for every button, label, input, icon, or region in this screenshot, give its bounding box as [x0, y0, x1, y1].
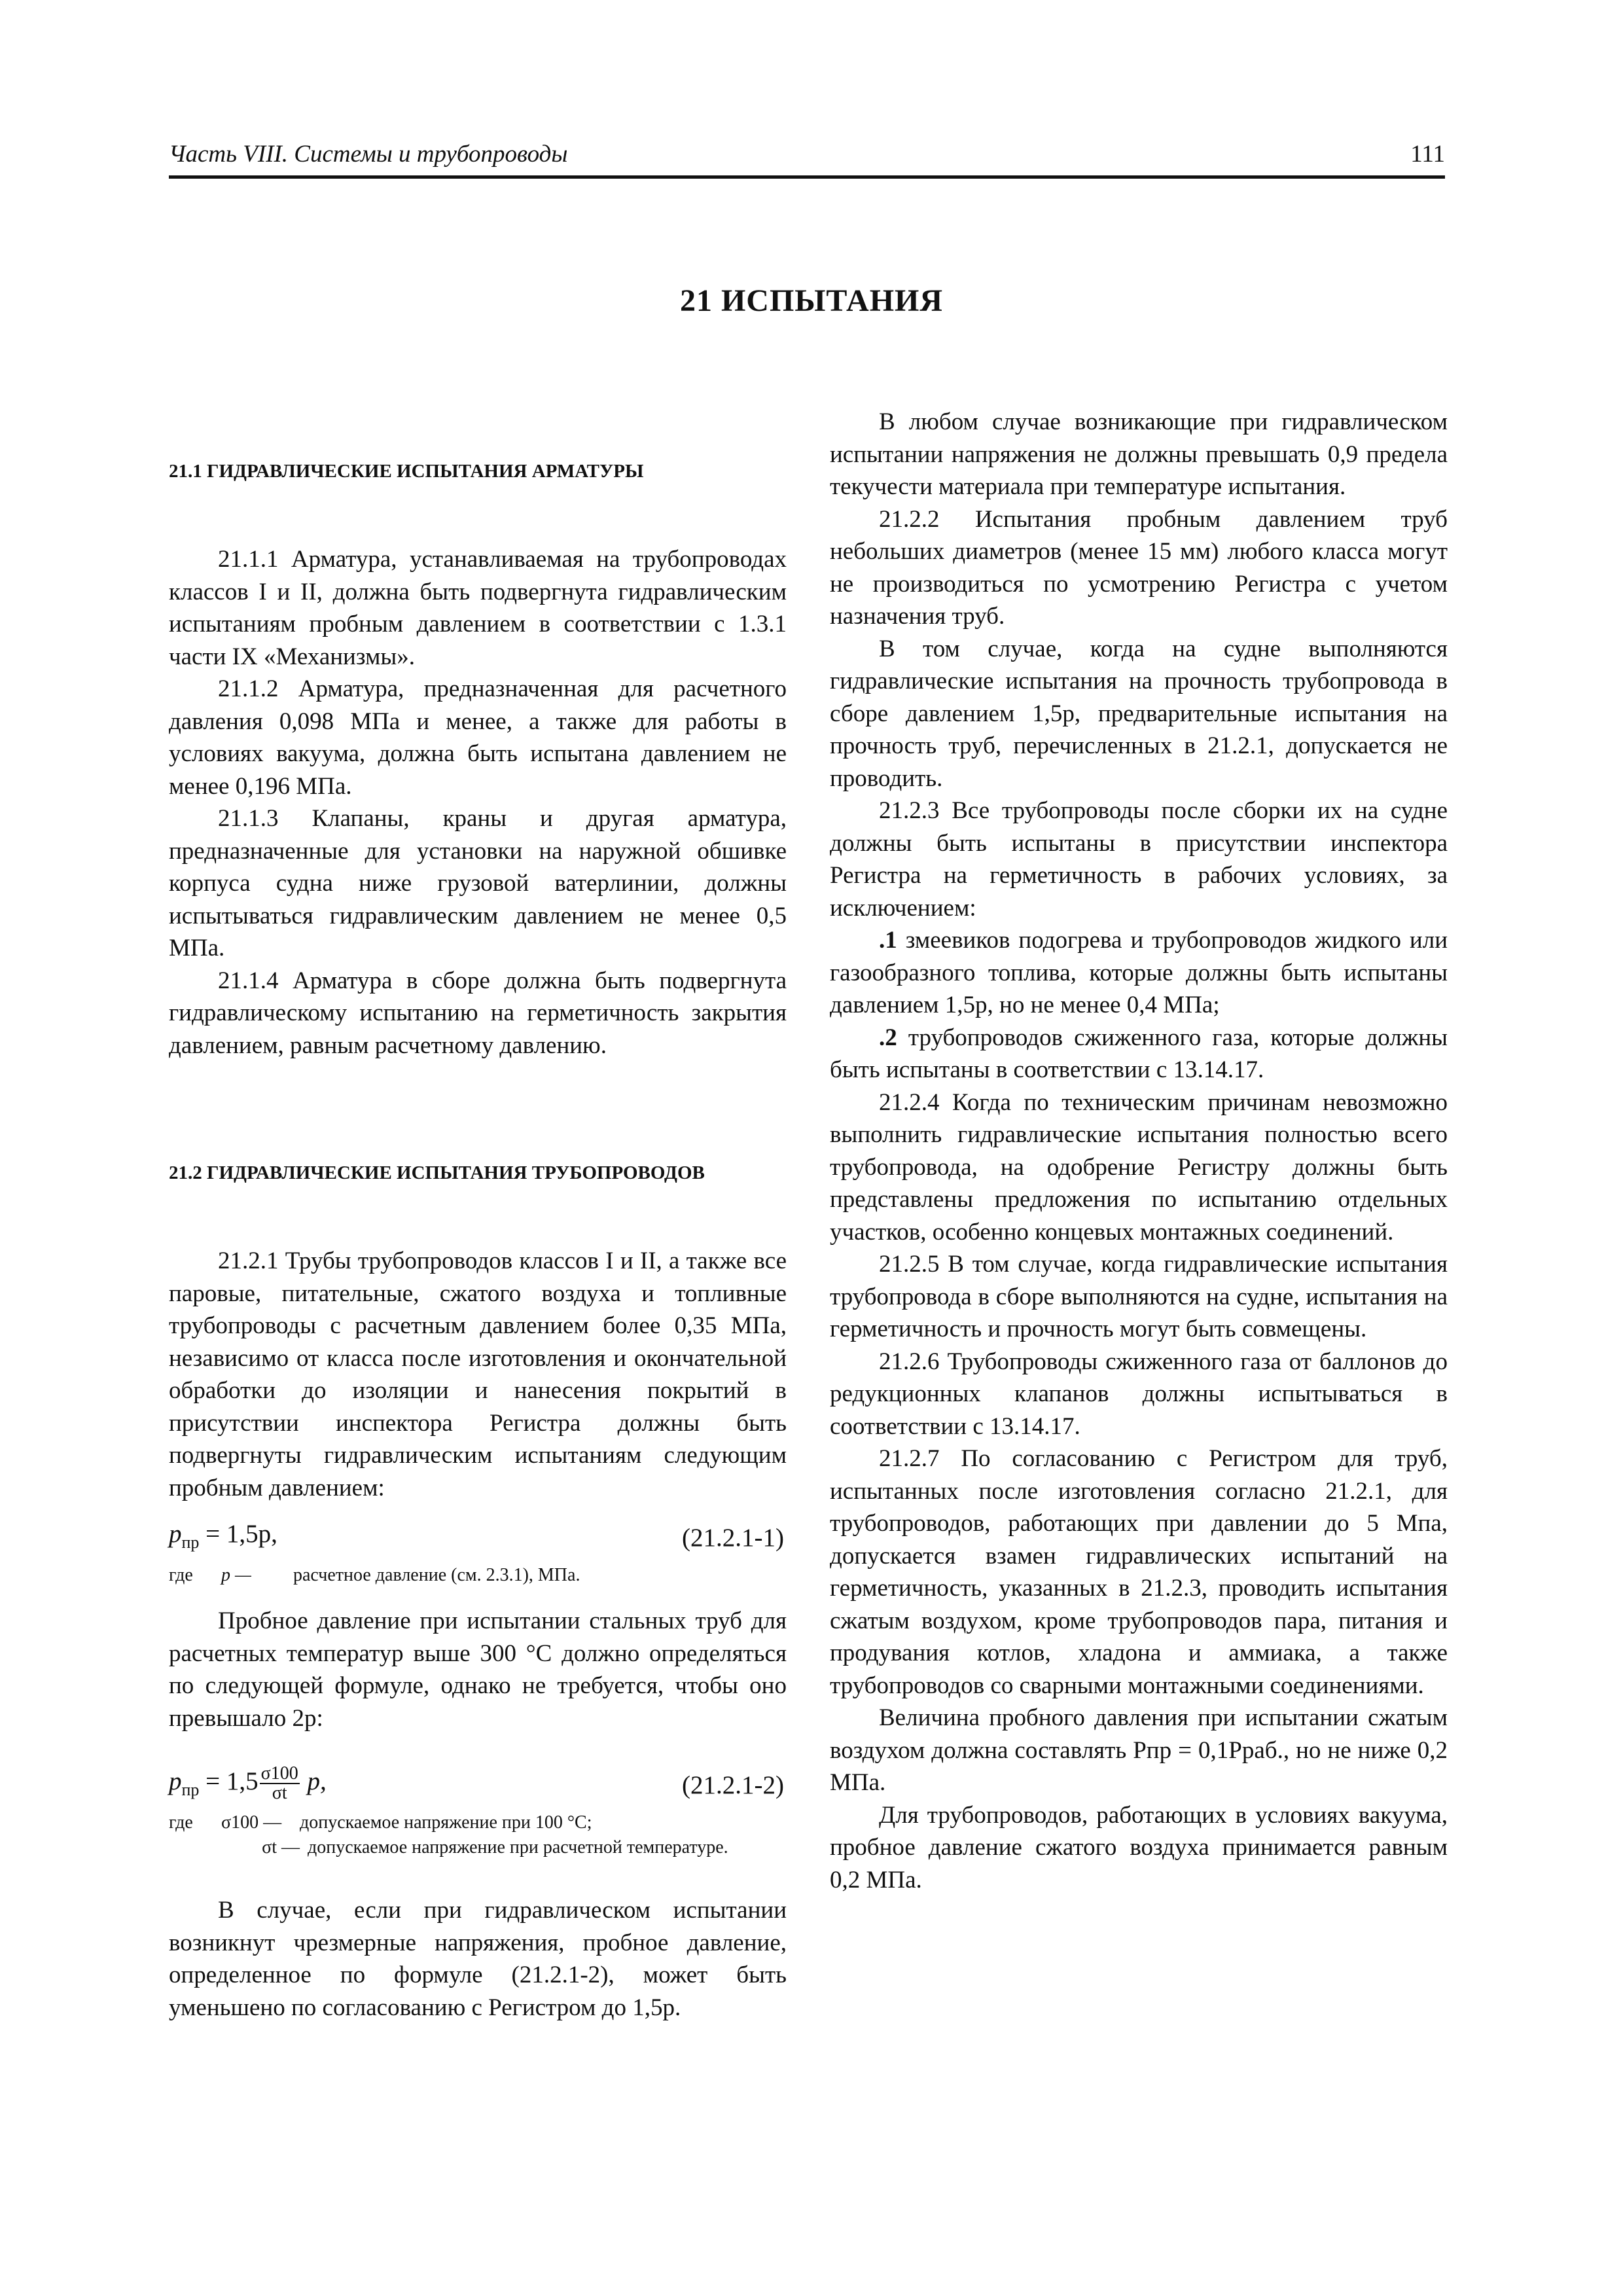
- clause-text: Все трубопроводы после сборки их на судне должны быть испытаны в присутствии инспектора Регистра на герметичность в рабочих условиях, за исключением:: [830, 797, 1448, 922]
- formula-21-2-1-2: [169, 1763, 787, 1805]
- paragraph-21-1-1: [169, 543, 787, 673]
- stress-ratio-fraction: $\frac{\sigma 100}{\sigma t}$: [260, 1763, 298, 1804]
- left-column: [169, 406, 787, 2024]
- clause-number: 21.2.2: [879, 505, 940, 533]
- paragraph-21-2-3: [830, 795, 1448, 924]
- running-header: [169, 137, 1445, 179]
- clause-text: Арматура, предназначенная для расчетного давления 0,098 МПа и менее, а также для работы в условиях вакуума, должна быть испытана давлением не менее 0,196 МПа.: [169, 675, 787, 800]
- paragraph-21-2-1: [169, 1245, 787, 1504]
- section-heading-21-2: 21.2 ГИДРАВЛИЧЕСКИЕ ИСПЫТАНИЯ ТРУБОПРОВОДОВ: [169, 1162, 705, 1183]
- clause-number: 21.2.7: [879, 1445, 940, 1472]
- list-item-1: .1 змеевиков подогрева и трубопроводов жидкого или газообразного топлива, которые должны быть испытаны давлением 1,5p, но не менее 0,4 МПа;: [830, 927, 1448, 1018]
- paragraph-21-2-2: [830, 503, 1448, 633]
- formula-expression: $p_{пр} = 1,5$ $\frac{\sigma 100}{\sigma t}$ p,: [169, 1763, 327, 1804]
- formula-legend-line-2: σt — допускаемое напряжение при расчетной температуре.: [262, 1837, 728, 1857]
- clause-number: 21.1.2: [218, 675, 279, 702]
- clause-text: Трубопроводы сжиженного газа от баллонов до редукционных клапанов должны испытываться в соответствии с 13.14.17.: [830, 1348, 1448, 1440]
- paragraph-21-1-3: [169, 802, 787, 965]
- paragraph-21-2-7: [830, 1443, 1448, 1702]
- paragraph-air-pressure: Величина пробного давления при испытании сжатым воздухом должна составлять Pпр = 0,1Pраб., но не ниже 0,2 МПа.: [830, 1704, 1448, 1796]
- paragraph-21-1-4: [169, 965, 787, 1062]
- paragraph-vacuum: Для трубопроводов, работающих в условиях вакуума, пробное давление сжатого воздуха принимается равным 0,2 МПа.: [830, 1801, 1448, 1893]
- paragraph-21-2-4: [830, 1086, 1448, 1249]
- section-heading-21-1: 21.1 ГИДРАВЛИЧЕСКИЕ ИСПЫТАНИЯ АРМАТУРЫ: [169, 461, 644, 482]
- clause-number: 21.1.3: [218, 805, 279, 832]
- clause-text: Арматура в сборе должна быть подвергнута гидравлическому испытанию на герметичность закрытия давлением, равным расчетному давлению.: [169, 967, 787, 1059]
- clause-text: Когда по техническим причинам невозможно выполнить гидравлические испытания полностью всего трубопровода, на одобрение Регистру должны быть представлены предложения по испытанию отдельных участков, особенно концевых монтажных соединений.: [830, 1088, 1448, 1246]
- clause-text: Трубы трубопроводов классов I и II, а также все паровые, питательные, сжатого воздуха и топливные трубопроводы с расчетным давлением более 0,35 МПа, независимо от класса после изготовления и окончательной обработки до изоляции и нанесения покрытий в присутствии инспектора Регистра должны быть подвергнуты гидравлическим испытаниям следующим пробным давлением:: [169, 1247, 787, 1501]
- formula-legend: где p — расчетное давление (см. 2.3.1), МПа.: [169, 1565, 580, 1585]
- clause-number: 21.1.4: [218, 967, 279, 994]
- paragraph-assembly-test: В том случае, когда на судне выполняются гидравлические испытания на прочность трубопровода в сборе давлением 1,5p, предварительные испытания на прочность труб, перечисленных в 21.2.1, допускается не проводить.: [830, 635, 1448, 792]
- clause-number: 21.1.1: [218, 546, 279, 573]
- chapter-title: 21 ИСПЫТАНИЯ: [679, 283, 944, 318]
- paragraph-21-2-5: [830, 1248, 1448, 1346]
- formula-legend: где σ100 — допускаемое напряжение при 100 °С;: [169, 1812, 592, 1833]
- paragraph-21-2-6: [830, 1346, 1448, 1443]
- clause-number: 21.2.5: [879, 1251, 940, 1278]
- formula-number: (21.2.1-1): [682, 1524, 784, 1552]
- header-title: Часть VIII. Системы и трубопроводы: [169, 141, 568, 168]
- formula-number: (21.2.1-2): [682, 1771, 784, 1800]
- clause-text: В том случае, когда гидравлические испытания трубопровода в сборе выполняются на судне, испытания на герметичность и прочность могут быть совмещены.: [830, 1251, 1448, 1342]
- clause-number: 21.2.3: [879, 797, 940, 824]
- clause-number: 21.2.1: [218, 1247, 279, 1274]
- clause-text: Клапаны, краны и другая арматура, предназначенные для установки на наружной обшивке корпуса судна ниже грузовой ватерлинии, должны испытываться гидравлическим давлением не менее 0,5 МПа.: [169, 805, 787, 961]
- paragraph-pressure-reduction: В случае, если при гидравлическом испытании возникнут чрезмерные напряжения, пробное давление, определенное по формуле (21.2.1-2), может быть уменьшено по согласованию с Регистром до 1,5p.: [169, 1897, 787, 2021]
- clause-number: 21.2.6: [879, 1348, 940, 1375]
- clause-text: По согласованию с Регистром для труб, испытанных после изготовления согласно 21.2.1, для трубопроводов, работающих при давлении до 5 Мпа, допускается взамен гидравлических испытаний на герметичность, указанных в 21.2.3, проводить испытания сжатым воздухом, кроме трубопроводов пара, питания и продувания котлов, хладона и аммиака, а также трубопроводов со сварными монтажными соединениями.: [830, 1445, 1448, 1699]
- page-number: 111: [1410, 141, 1445, 168]
- list-item-2: .2 трубопроводов сжиженного газа, которые должны быть испытаны в соответствии с 13.14.17.: [830, 1024, 1448, 1083]
- formula-21-2-1-1: [169, 1518, 787, 1558]
- right-column: [830, 406, 1448, 1896]
- clause-text: Испытания пробным давлением труб небольших диаметров (менее 15 мм) любого класса могут не производиться по усмотрению Регистра с учетом назначения труб.: [830, 505, 1448, 630]
- formula-expression: $p_{пр} = 1,5p$,: [169, 1519, 277, 1552]
- paragraph-21-1-2: [169, 673, 787, 802]
- paragraph-steel-pipes: Пробное давление при испытании стальных труб для расчетных температур выше 300 °С должно определяться по следующей формуле, однако не требуется, чтобы оно превышало 2p:: [169, 1607, 787, 1732]
- paragraph-stress-limit: В любом случае возникающие при гидравлическом испытании напряжения не должны превышать 0,9 предела текучести материала при температуре испытания.: [830, 408, 1448, 500]
- clause-text: Арматура, устанавливаемая на трубопроводах классов I и II, должна быть подвергнута гидравлическим испытаниям пробным давлением в соответствии с 1.3.1 части IX «Механизмы».: [169, 546, 787, 670]
- clause-number: 21.2.4: [879, 1088, 940, 1116]
